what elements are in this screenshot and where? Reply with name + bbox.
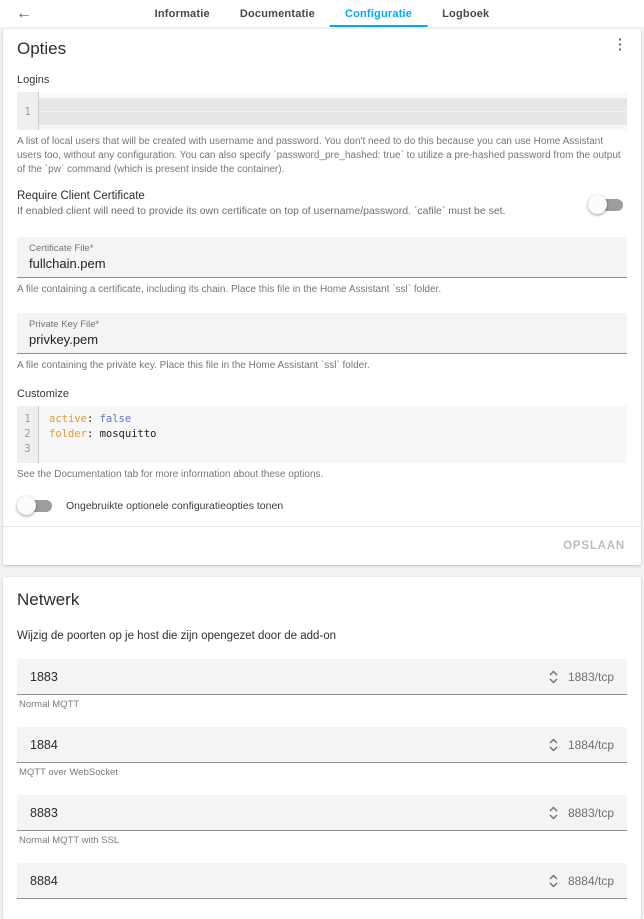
port-input-1883[interactable] (17, 659, 627, 695)
private-key-file-helper: A file containing the private key. Place this file in the Home Assistant `ssl` folder. (17, 360, 370, 371)
show-unused-options-row (17, 500, 627, 512)
yaml-separator: : (86, 413, 100, 425)
port-input-1884[interactable] (17, 727, 627, 763)
card-title-netwerk: Netwerk (17, 590, 80, 609)
line-number: 2 (24, 428, 31, 440)
logins-label: Logins (17, 74, 50, 86)
back-arrow-icon[interactable]: ← (16, 4, 32, 22)
port-helper: MQTT over WebSocket (19, 767, 118, 778)
tab-label: Configuratie (344, 7, 413, 20)
tab-configuratie[interactable] (330, 0, 427, 27)
port-value[interactable]: 8883 (30, 805, 58, 820)
save-button[interactable]: OPSLAAN (563, 540, 625, 552)
yaml-value: false (99, 413, 132, 425)
port-row-1883 (17, 659, 627, 710)
tab-label: Documentatie (239, 7, 315, 20)
private-key-file-label: Private Key File* (29, 319, 100, 330)
number-stepper-icon[interactable] (548, 874, 559, 888)
port-suffix: 8883/tcp (567, 805, 614, 820)
yaml-key: active (49, 413, 87, 425)
yaml-value: mosquitto (99, 428, 157, 440)
require-client-certificate-toggle[interactable] (590, 199, 623, 211)
customize-label: Customize (17, 388, 69, 400)
editor-content[interactable] (39, 92, 627, 130)
code-line (49, 427, 627, 442)
port-input-8884[interactable] (17, 863, 627, 899)
card-actions (3, 526, 641, 565)
port-suffix: 8884/tcp (567, 873, 614, 888)
line-number: 3 (24, 443, 31, 455)
tab-label: Informatie (154, 7, 210, 20)
code-line (49, 442, 627, 457)
number-stepper-icon[interactable] (548, 806, 559, 820)
port-row-8883 (17, 795, 627, 846)
number-stepper-icon[interactable] (548, 738, 559, 752)
number-stepper-icon[interactable] (548, 670, 559, 684)
yaml-key: folder (49, 428, 87, 440)
private-key-file-value[interactable]: privkey.pem (29, 332, 99, 347)
port-input-8883[interactable] (17, 795, 627, 831)
toggle-thumb (17, 496, 36, 515)
netwerk-card (3, 577, 641, 919)
editor-gutter (17, 406, 39, 463)
customize-yaml-editor[interactable] (17, 406, 627, 463)
tab-label: Logboek (442, 7, 490, 20)
certificate-file-label: Certificate File* (29, 243, 94, 254)
opties-card (3, 29, 641, 565)
certificate-file-field[interactable] (17, 237, 627, 278)
toggle-thumb (588, 195, 607, 214)
port-value[interactable]: 8884 (30, 873, 58, 888)
require-client-certificate-label: Require Client Certificate (17, 190, 145, 202)
tab-logboek[interactable] (427, 0, 504, 27)
yaml-separator: : (86, 428, 100, 440)
code-line (49, 412, 627, 427)
top-app-bar (0, 0, 644, 27)
logins-helper-text: A list of local users that will be created with username and password. You don't need to do this because you can use Home Assistant users too, without any configuration. You can also specify `password_pre_hashed: true` to utilize a pre-hashed password from the output of the `pw` command (which is present inside the container). (17, 136, 621, 175)
tab-informatie[interactable] (140, 0, 225, 27)
port-value[interactable]: 1884 (30, 737, 58, 752)
require-client-certificate-helper: If enabled client will need to provide its own certificate on top of username/password. `cafile` must be set. (17, 205, 506, 217)
port-row-1884 (17, 727, 627, 778)
private-key-file-field[interactable] (17, 313, 627, 354)
line-number: 1 (24, 106, 31, 118)
certificate-file-helper: A file containing a certificate, including its chain. Place this file in the Home Assistant `ssl` folder. (17, 284, 442, 295)
port-helper: Normal MQTT with SSL (19, 835, 120, 846)
customize-helper: See the Documentation tab for more information about these options. (17, 469, 324, 480)
require-client-certificate-section (17, 190, 627, 217)
tab-documentatie[interactable] (225, 0, 330, 27)
port-row-8884 (17, 863, 627, 899)
port-value[interactable]: 1883 (30, 669, 58, 684)
certificate-file-value[interactable]: fullchain.pem (29, 256, 106, 271)
card-title-opties: Opties (17, 39, 67, 58)
tab-bar (140, 0, 505, 27)
netwerk-description: Wijzig de poorten op je host die zijn opengezet door de add-on (17, 630, 337, 642)
editor-gutter (17, 92, 39, 130)
port-helper: Normal MQTT (19, 699, 80, 710)
port-suffix: 1884/tcp (567, 737, 614, 752)
port-suffix: 1883/tcp (567, 669, 614, 684)
logins-yaml-editor[interactable] (17, 92, 627, 130)
show-unused-options-label: Ongebruikte optionele configuratieopties tonen (66, 500, 284, 512)
show-unused-options-toggle[interactable] (19, 500, 52, 512)
editor-content[interactable] (39, 406, 627, 463)
line-number: 1 (24, 413, 31, 425)
kebab-menu-icon[interactable]: ⋮ (612, 36, 628, 53)
